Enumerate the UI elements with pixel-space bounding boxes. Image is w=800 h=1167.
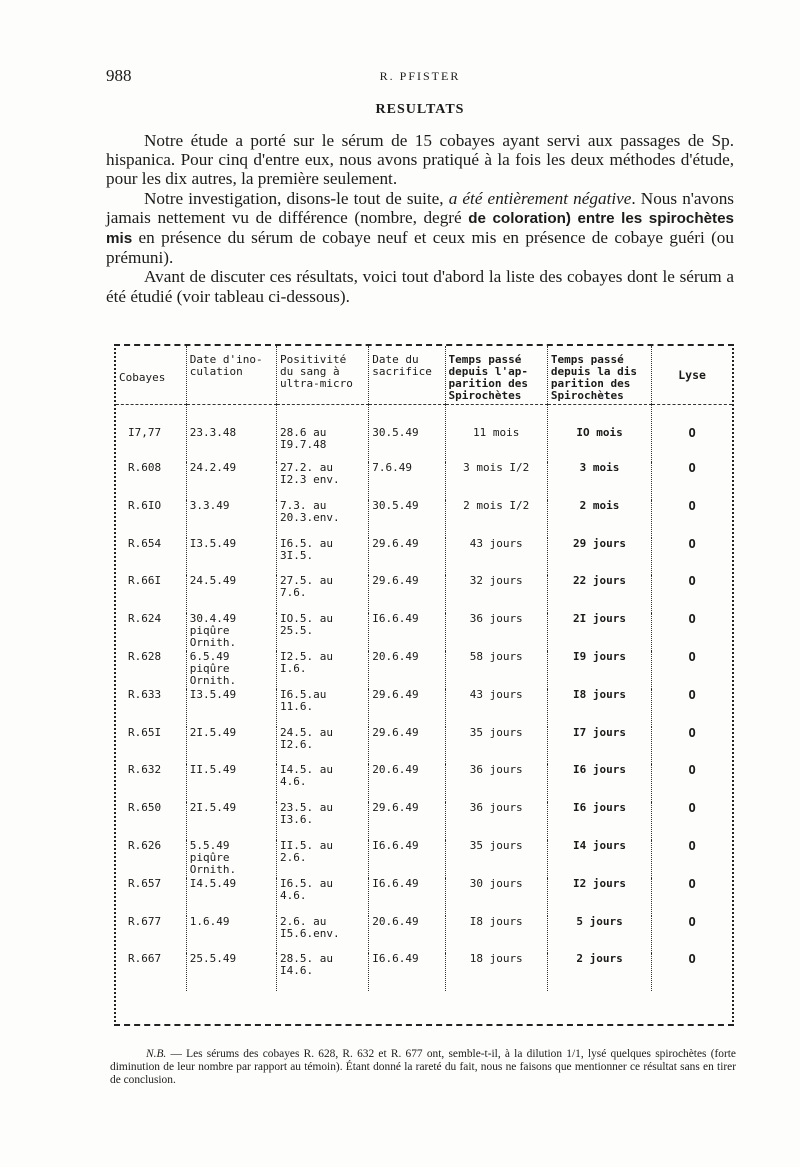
- cell-sacrifice: 20.6.49: [369, 764, 445, 802]
- cell-cobaye: R.66I: [128, 575, 162, 588]
- cell-cobaye: R.677: [128, 915, 162, 928]
- cell-positivite: 24.5. au I2.6.: [277, 727, 369, 765]
- header-lyse: Lyse: [652, 346, 732, 404]
- running-header: [106, 66, 734, 88]
- cell-disparition: 2 mois: [547, 500, 651, 538]
- paragraph-3: [106, 267, 734, 305]
- paragraph-1: [106, 131, 734, 189]
- cell-inoculation: II.5.49: [186, 764, 276, 802]
- cell-disparition: 2I jours: [547, 613, 651, 651]
- cell-positivite: 27.2. au I2.3 env.: [277, 462, 369, 500]
- table-row: [116, 802, 732, 840]
- table-row: [116, 916, 732, 954]
- cell-cobaye: R.654: [128, 537, 162, 550]
- cell-apparition: I8 jours: [445, 916, 547, 954]
- cell-disparition: 5 jours: [547, 916, 651, 954]
- footnote-paragraph: [110, 1048, 736, 1086]
- cell-sacrifice: 29.6.49: [369, 689, 445, 727]
- cell-disparition: I4 jours: [547, 840, 651, 878]
- cell-disparition: I6 jours: [547, 764, 651, 802]
- cell-lyse: O: [652, 689, 732, 727]
- cell-sacrifice: 29.6.49: [369, 802, 445, 840]
- cell-positivite: I6.5.au 11.6.: [277, 689, 369, 727]
- table-row: [116, 404, 732, 462]
- table-row: [116, 462, 732, 500]
- cell-apparition: 18 jours: [445, 953, 547, 991]
- page-number: 988: [106, 66, 132, 85]
- table-row: [116, 651, 732, 689]
- cell-apparition: 35 jours: [445, 727, 547, 765]
- cell-cobaye: R.628: [128, 650, 162, 663]
- cell-apparition: 3 mois I/2: [445, 462, 547, 500]
- cell-lyse: O: [652, 500, 732, 538]
- cell-inoculation: 24.5.49: [186, 575, 276, 613]
- section-title: RESULTATS: [375, 102, 465, 117]
- cell-apparition: 43 jours: [445, 538, 547, 576]
- cell-sacrifice: 29.6.49: [369, 727, 445, 765]
- results-table-grid: [116, 346, 732, 991]
- paragraph-3-text: Avant de discuter ces résultats, voici tout d'abord la liste des cobayes dont le sérum a été étudié (voir tableau ci-dessous).: [106, 267, 734, 306]
- cell-inoculation: I4.5.49: [186, 878, 276, 916]
- table-row: [116, 727, 732, 765]
- cell-sacrifice: 20.6.49: [369, 916, 445, 954]
- cell-lyse: O: [652, 404, 732, 462]
- cell-lyse: O: [652, 878, 732, 916]
- cell-apparition: 32 jours: [445, 575, 547, 613]
- cell-cobaye: R.626: [128, 839, 162, 852]
- cell-apparition: 30 jours: [445, 878, 547, 916]
- table-row: [116, 764, 732, 802]
- cell-apparition: 35 jours: [445, 840, 547, 878]
- cell-inoculation: 24.2.49: [186, 462, 276, 500]
- cell-sacrifice: 30.5.49: [369, 404, 445, 462]
- table-row: [116, 500, 732, 538]
- cell-lyse: O: [652, 613, 732, 651]
- cell-apparition: 36 jours: [445, 802, 547, 840]
- cell-apparition: 58 jours: [445, 651, 547, 689]
- paragraph-2-italic: a été entièrement négative: [448, 188, 632, 208]
- cell-positivite: I4.5. au 4.6.: [277, 764, 369, 802]
- footnote-text: — Les sérums des cobayes R. 628, R. 632 et R. 677 ont, semble-t-il, à la dilution 1/1, lysé quelques spirochètes (forte diminution de leur nombre par rapport au témoin). Étant donné la rareté du fait, nous ne faisons que mentionner ce résultat sans en tirer de conclusion.: [110, 1048, 736, 1086]
- cell-disparition: I8 jours: [547, 689, 651, 727]
- table-row: [116, 538, 732, 576]
- results-table: [114, 344, 734, 1026]
- cell-cobaye: R.608: [128, 462, 162, 474]
- table-body: [116, 404, 732, 991]
- cell-apparition: 11 mois: [445, 404, 547, 462]
- cell-positivite: 28.6 au I9.7.48: [277, 404, 369, 462]
- paragraph-2: [106, 189, 734, 268]
- cell-inoculation: 2I.5.49: [186, 802, 276, 840]
- table-row: [116, 840, 732, 878]
- header-disparition: Temps passé depuis la dis parition des Spirochètes: [547, 346, 651, 404]
- cell-sacrifice: I6.6.49: [369, 878, 445, 916]
- cell-sacrifice: I6.6.49: [369, 840, 445, 878]
- cell-inoculation: 23.3.48: [186, 404, 276, 462]
- cell-cobaye: R.624: [128, 613, 162, 626]
- cell-sacrifice: 29.6.49: [369, 575, 445, 613]
- cell-disparition: 3 mois: [547, 462, 651, 500]
- cell-cobaye: R.632: [128, 764, 162, 777]
- cell-inoculation: 3.3.49: [186, 500, 276, 538]
- cell-positivite: IO.5. au 25.5.: [277, 613, 369, 651]
- header-apparition: Temps passé depuis l'ap- parition des Spirochètes: [445, 346, 547, 404]
- cell-apparition: 2 mois I/2: [445, 500, 547, 538]
- cell-cobaye: R.657: [128, 877, 162, 890]
- cell-sacrifice: 30.5.49: [369, 500, 445, 538]
- table-header-row: [116, 346, 732, 404]
- cell-cobaye: R.667: [128, 953, 162, 966]
- cell-cobaye: I7,77: [128, 425, 162, 439]
- paragraph-2-end: en présence du sérum de cobaye neuf et ceux mis en présence de cobaye guéri (ou prémuni).: [106, 228, 734, 268]
- cell-lyse: O: [652, 953, 732, 991]
- cell-apparition: 36 jours: [445, 613, 547, 651]
- cell-sacrifice: 20.6.49: [369, 651, 445, 689]
- cell-positivite: I6.5. au 3I.5.: [277, 538, 369, 576]
- table-row: [116, 953, 732, 991]
- cell-cobaye: R.650: [128, 802, 162, 815]
- cell-lyse: O: [652, 764, 732, 802]
- cell-positivite: 2.6. au I5.6.env.: [277, 916, 369, 954]
- cell-lyse: O: [652, 840, 732, 878]
- cell-disparition: IO mois: [547, 404, 651, 462]
- cell-inoculation: 25.5.49: [186, 953, 276, 991]
- cell-lyse: O: [652, 727, 732, 765]
- cell-inoculation: 1.6.49: [186, 916, 276, 954]
- cell-disparition: 2 jours: [547, 953, 651, 991]
- cell-disparition: I9 jours: [547, 651, 651, 689]
- cell-sacrifice: I6.6.49: [369, 613, 445, 651]
- cell-cobaye: R.65I: [128, 726, 162, 739]
- cell-lyse: O: [652, 462, 732, 500]
- footnote-label: N.B.: [146, 1048, 167, 1060]
- paragraph-1-text: Notre étude a porté sur le sérum de 15 cobayes ayant servi aux passages de Sp. hispanica. Pour cinq d'entre eux, nous avons pratiqué à la fois les deux méthodes d'étude, pour les dix autres, la première seulement.: [106, 131, 734, 189]
- table-row: [116, 878, 732, 916]
- cell-disparition: I6 jours: [547, 802, 651, 840]
- cell-disparition: I7 jours: [547, 727, 651, 765]
- paragraph-2-mid: . Nous n'avons jamais nettement vu de différence (nombre, degré: [106, 188, 734, 227]
- body-text: [106, 131, 734, 306]
- cell-sacrifice: I6.6.49: [369, 953, 445, 991]
- cell-apparition: 43 jours: [445, 689, 547, 727]
- cell-positivite: 7.3. au 20.3.env.: [277, 500, 369, 538]
- cell-disparition: I2 jours: [547, 878, 651, 916]
- cell-lyse: O: [652, 802, 732, 840]
- cell-positivite: II.5. au 2.6.: [277, 840, 369, 878]
- cell-inoculation: 5.5.49 piqûre Ornith.: [186, 840, 276, 878]
- cell-lyse: O: [652, 651, 732, 689]
- running-title: R. PFISTER: [379, 69, 461, 83]
- header-sacrifice: Date du sacrifice: [369, 346, 445, 404]
- cell-disparition: 29 jours: [547, 538, 651, 576]
- cell-inoculation: 6.5.49 piqûre Ornith.: [186, 651, 276, 689]
- cell-positivite: 27.5. au 7.6.: [277, 575, 369, 613]
- cell-positivite: 23.5. au I3.6.: [277, 802, 369, 840]
- cell-inoculation: I3.5.49: [186, 689, 276, 727]
- cell-inoculation: 30.4.49 piqûre Ornith.: [186, 613, 276, 651]
- cell-positivite: I2.5. au I.6.: [277, 651, 369, 689]
- cell-positivite: 28.5. au I4.6.: [277, 953, 369, 991]
- table-row: [116, 613, 732, 651]
- cell-inoculation: 2I.5.49: [186, 727, 276, 765]
- cell-inoculation: I3.5.49: [186, 538, 276, 576]
- cell-lyse: O: [652, 538, 732, 576]
- paragraph-2-start: Notre investigation, disons-le tout de suite,: [144, 188, 449, 208]
- cell-cobaye: R.633: [128, 688, 162, 701]
- cell-disparition: 22 jours: [547, 575, 651, 613]
- cell-cobaye: R.6IO: [128, 499, 162, 512]
- cell-positivite: I6.5. au 4.6.: [277, 878, 369, 916]
- cell-sacrifice: 7.6.49: [369, 462, 445, 500]
- header-inoculation: Date d'ino- culation: [186, 346, 276, 404]
- cell-apparition: 36 jours: [445, 764, 547, 802]
- table-row: [116, 689, 732, 727]
- cell-sacrifice: 29.6.49: [369, 538, 445, 576]
- header-cobayes: Cobayes: [116, 346, 186, 404]
- cell-lyse: O: [652, 575, 732, 613]
- header-positivite: Positivité du sang à ultra-micro: [277, 346, 369, 404]
- table-row: [116, 575, 732, 613]
- footnote: [110, 1048, 736, 1086]
- cell-lyse: O: [652, 916, 732, 954]
- paragraph-2-bold: de coloration) entre les spirochètes mis: [106, 209, 734, 248]
